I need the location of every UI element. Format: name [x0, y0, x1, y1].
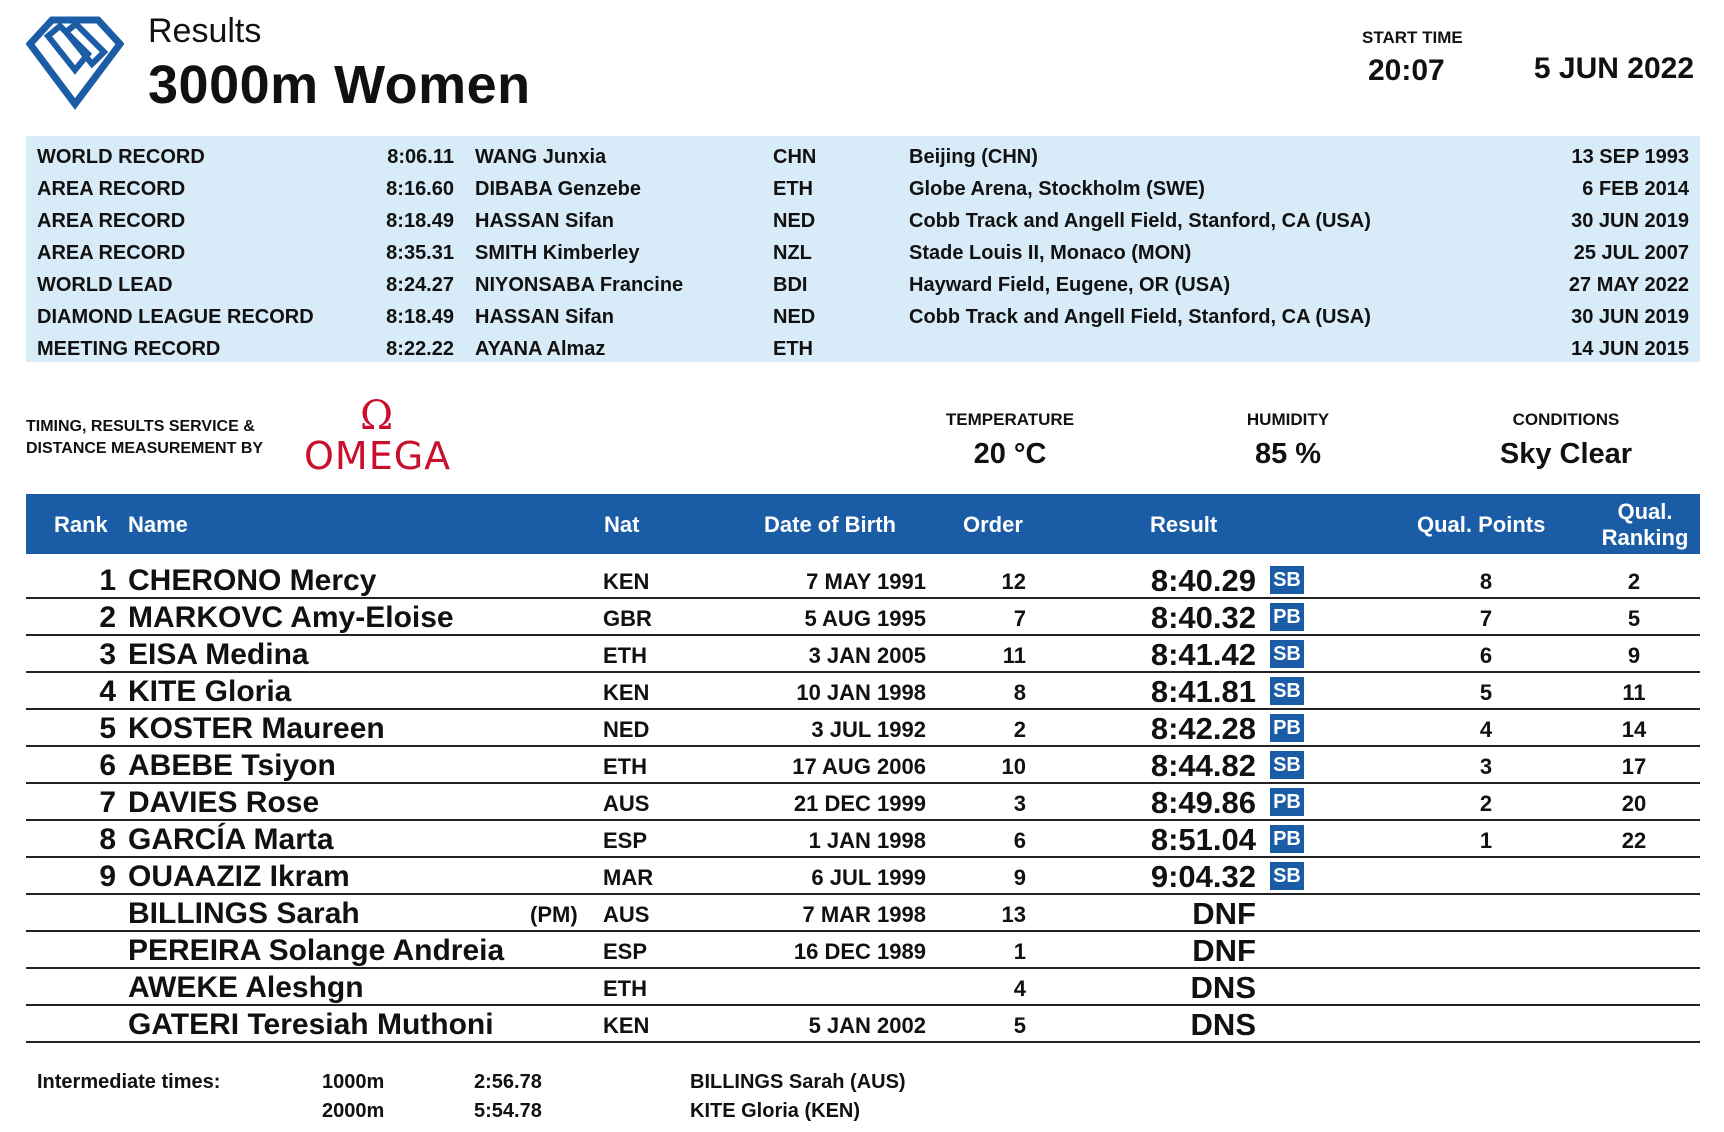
record-badge: SB — [1270, 677, 1304, 705]
record-venue: Beijing (CHN) — [909, 146, 1038, 168]
result-time: 8:41.42 — [1150, 637, 1256, 672]
table-row — [26, 858, 1700, 895]
athlete-dob: 7 MAR 1998 — [802, 902, 926, 927]
record-time: 8:24.27 — [386, 274, 454, 296]
record-venue: Globe Arena, Stockholm (SWE) — [909, 178, 1205, 200]
athlete-name: PEREIRA Solange Andreia — [128, 934, 505, 967]
intermediate-row — [26, 1100, 1700, 1129]
record-time: 8:22.22 — [386, 338, 454, 360]
temperature-block — [940, 410, 1080, 471]
record-venue: Hayward Field, Eugene, OR (USA) — [909, 274, 1231, 296]
record-holder: NIYONSABA Francine — [475, 274, 684, 296]
athlete-name: CHERONO Mercy — [128, 564, 377, 597]
athlete-nat: KEN — [603, 569, 650, 594]
qual-ranking: 20 — [1621, 791, 1647, 816]
intermediate-row — [26, 1071, 1700, 1100]
start-order: 4 — [1013, 976, 1026, 1001]
athlete-name: AWEKE Aleshgn — [128, 971, 364, 1004]
split-distance: 2000m — [322, 1100, 385, 1122]
record-holder: AYANA Almaz — [475, 338, 606, 360]
start-order: 7 — [1013, 606, 1026, 631]
conditions-value: Sky Clear — [1499, 438, 1633, 470]
qual-ranking: 17 — [1621, 754, 1647, 779]
header-order: Order — [963, 512, 1023, 537]
header-rank: Rank — [54, 512, 108, 537]
record-date: 27 MAY 2022 — [1568, 274, 1689, 296]
record-nat: ETH — [773, 178, 813, 200]
record-type: WORLD LEAD — [37, 274, 173, 296]
diamond-league-logo-icon — [26, 14, 124, 110]
athlete-dob: 10 JAN 1998 — [796, 680, 926, 705]
humidity-block — [1218, 410, 1358, 471]
result-time: 8:40.32 — [1150, 600, 1256, 635]
start-time-label: START TIME — [1362, 28, 1463, 47]
record-type: MEETING RECORD — [37, 338, 221, 360]
record-nat: CHN — [773, 146, 817, 168]
athlete-nat: MAR — [603, 865, 654, 890]
athlete-nat: ESP — [603, 939, 648, 964]
athlete-nat: KEN — [603, 1013, 650, 1038]
event-date: 5 JUN 2022 — [1533, 52, 1694, 85]
athlete-dob: 6 JUL 1999 — [811, 865, 926, 890]
athlete-dob: 3 JAN 2005 — [808, 643, 926, 668]
start-order: 12 — [1001, 569, 1026, 594]
athlete-dob: 16 DEC 1989 — [793, 939, 926, 964]
result-rank: 6 — [99, 749, 116, 782]
record-type: WORLD RECORD — [37, 146, 205, 168]
table-row — [26, 747, 1700, 784]
record-row — [26, 206, 1700, 238]
qual-points: 4 — [1479, 717, 1493, 742]
record-date: 25 JUL 2007 — [1573, 242, 1689, 264]
record-badge: PB — [1270, 714, 1304, 742]
athlete-name: EISA Medina — [128, 638, 309, 671]
record-badge: PB — [1270, 788, 1304, 816]
qual-points: 8 — [1479, 569, 1493, 594]
result-time: 9:04.32 — [1150, 859, 1256, 894]
record-type: AREA RECORD — [37, 242, 186, 264]
record-time: 8:18.49 — [386, 210, 454, 232]
record-nat: ETH — [773, 338, 813, 360]
record-time: 8:35.31 — [386, 242, 454, 264]
athlete-dob: 3 JUL 1992 — [811, 717, 926, 742]
qual-points: 2 — [1479, 791, 1493, 816]
record-type: AREA RECORD — [37, 178, 186, 200]
record-time: 8:18.49 — [386, 306, 454, 328]
record-holder: SMITH Kimberley — [475, 242, 640, 264]
record-nat: BDI — [773, 274, 808, 296]
header-name: Name — [128, 512, 188, 537]
qual-ranking: 2 — [1627, 569, 1641, 594]
qual-ranking: 11 — [1622, 680, 1646, 705]
table-row — [26, 673, 1700, 710]
humidity-value: 85 % — [1254, 438, 1322, 470]
record-badge: PB — [1270, 825, 1304, 853]
qual-points: 3 — [1479, 754, 1493, 779]
athlete-dob: 5 JAN 2002 — [808, 1013, 926, 1038]
record-venue: Cobb Track and Angell Field, Stanford, CA (USA) — [909, 210, 1371, 232]
omega-wordmark: OMEGA — [304, 434, 452, 478]
split-distance: 1000m — [322, 1071, 385, 1093]
split-leader: BILLINGS Sarah (AUS) — [690, 1071, 906, 1093]
intermediate-times — [26, 1071, 1700, 1129]
header-qual-points: Qual. Points — [1417, 512, 1546, 537]
record-row — [26, 334, 1700, 366]
record-time: 8:16.60 — [386, 178, 454, 200]
event-title: 3000m Women — [148, 55, 531, 115]
qual-points: 5 — [1479, 680, 1493, 705]
result-time: 8:41.81 — [1150, 674, 1256, 709]
athlete-nat: NED — [603, 717, 650, 742]
athlete-name: KITE Gloria — [128, 675, 292, 708]
record-venue: Cobb Track and Angell Field, Stanford, CA (USA) — [909, 306, 1371, 328]
athlete-dob: 17 AUG 2006 — [792, 754, 926, 779]
start-order: 13 — [1001, 902, 1026, 927]
record-date: 14 JUN 2015 — [1571, 338, 1689, 360]
athlete-nat: GBR — [603, 606, 652, 631]
athlete-name: KOSTER Maureen — [128, 712, 385, 745]
record-holder: HASSAN Sifan — [475, 210, 614, 232]
intermediate-label: Intermediate times: — [37, 1071, 221, 1093]
athlete-name: MARKOVC Amy-Eloise — [128, 601, 454, 634]
athlete-name: GARCÍA Marta — [128, 823, 334, 856]
result-time: 8:49.86 — [1150, 785, 1256, 820]
result-time: 8:40.29 — [1150, 563, 1256, 598]
athlete-name: OUAAZIZ Ikram — [128, 860, 350, 893]
record-badge: SB — [1270, 862, 1304, 890]
start-order: 9 — [1013, 865, 1026, 890]
qual-ranking: 5 — [1627, 606, 1641, 631]
result-rank: 1 — [99, 564, 116, 597]
record-nat: NZL — [773, 242, 812, 264]
timing-label-line2: DISTANCE MEASUREMENT BY — [26, 440, 264, 457]
results-table-body — [26, 562, 1700, 1043]
athlete-name: BILLINGS Sarah — [128, 897, 360, 930]
record-holder: DIBABA Genzebe — [475, 178, 641, 200]
split-time: 2:56.78 — [474, 1071, 542, 1093]
athlete-name: DAVIES Rose — [128, 786, 320, 819]
qual-points: 6 — [1479, 643, 1493, 668]
athlete-dob: 1 JAN 1998 — [808, 828, 926, 853]
table-row — [26, 562, 1700, 599]
header-date-of-birth: Date of Birth — [764, 512, 896, 537]
start-order: 1 — [1013, 939, 1026, 964]
result-rank: 5 — [99, 712, 116, 745]
record-row — [26, 174, 1700, 206]
athlete-nat: ETH — [603, 754, 647, 779]
record-time: 8:06.11 — [387, 146, 454, 168]
athlete-name: GATERI Teresiah Muthoni — [128, 1008, 494, 1041]
start-order: 8 — [1013, 680, 1026, 705]
result-time: DNS — [1190, 970, 1256, 1005]
table-row — [26, 821, 1700, 858]
result-rank: 7 — [99, 786, 116, 819]
qual-ranking: 22 — [1621, 828, 1647, 853]
records-panel — [26, 136, 1700, 362]
split-leader: KITE Gloria (KEN) — [690, 1100, 861, 1122]
omega-logo — [302, 393, 466, 478]
result-time: 8:42.28 — [1150, 711, 1256, 746]
record-badge: PB — [1270, 603, 1304, 631]
header-qual-ranking-line1: Qual. — [1617, 499, 1673, 524]
athlete-dob: 7 MAY 1991 — [806, 569, 926, 594]
record-badge: SB — [1270, 640, 1304, 668]
table-row — [26, 1006, 1700, 1043]
record-type: AREA RECORD — [37, 210, 186, 232]
table-row — [26, 599, 1700, 636]
record-badge: SB — [1270, 566, 1304, 594]
header-result: Result — [1150, 512, 1218, 537]
table-row — [26, 932, 1700, 969]
record-date: 13 SEP 1993 — [1571, 146, 1689, 168]
start-order: 5 — [1013, 1013, 1026, 1038]
temperature-label: TEMPERATURE — [945, 410, 1075, 429]
athlete-nat: AUS — [603, 791, 650, 816]
omega-symbol-icon: Ω — [360, 393, 394, 439]
table-row — [26, 969, 1700, 1006]
record-holder: HASSAN Sifan — [475, 306, 614, 328]
athlete-nat: ETH — [603, 976, 647, 1001]
header-qual-ranking-line2: Ranking — [1601, 525, 1689, 550]
table-row — [26, 710, 1700, 747]
start-order: 11 — [1002, 643, 1026, 668]
result-time: 8:51.04 — [1150, 822, 1256, 857]
qual-points: 1 — [1479, 828, 1493, 853]
split-time: 5:54.78 — [474, 1100, 542, 1122]
start-order: 10 — [1001, 754, 1026, 779]
record-nat: NED — [773, 306, 816, 328]
qual-ranking: 9 — [1627, 643, 1641, 668]
conditions-label: CONDITIONS — [1512, 410, 1620, 429]
record-row — [26, 238, 1700, 270]
results-subtitle: Results — [148, 12, 262, 50]
result-time: 8:44.82 — [1150, 748, 1256, 783]
result-rank: 8 — [99, 823, 116, 856]
result-rank: 3 — [99, 638, 116, 671]
result-rank: 9 — [99, 860, 116, 893]
table-row — [26, 784, 1700, 821]
athlete-nat: AUS — [603, 902, 650, 927]
start-order: 3 — [1013, 791, 1026, 816]
result-time: DNF — [1192, 896, 1256, 931]
record-row — [26, 270, 1700, 302]
result-rank: 4 — [99, 675, 116, 708]
athlete-dob: 5 AUG 1995 — [804, 606, 926, 631]
qual-points: 7 — [1479, 606, 1493, 631]
start-order: 6 — [1013, 828, 1026, 853]
timing-label-line1: TIMING, RESULTS SERVICE & — [26, 418, 255, 435]
athlete-nat: ESP — [603, 828, 648, 853]
athlete-name: ABEBE Tsiyon — [128, 749, 336, 782]
record-date: 30 JUN 2019 — [1571, 306, 1689, 328]
qual-ranking: 14 — [1621, 717, 1647, 742]
athlete-dob: 21 DEC 1999 — [793, 791, 926, 816]
record-row — [26, 142, 1700, 174]
header-qual-ranking — [1590, 499, 1700, 551]
humidity-label: HUMIDITY — [1246, 410, 1330, 429]
record-type: DIAMOND LEAGUE RECORD — [37, 306, 314, 328]
table-row — [26, 636, 1700, 673]
record-date: 6 FEB 2014 — [1582, 178, 1689, 200]
athlete-nat: ETH — [603, 643, 647, 668]
record-date: 30 JUN 2019 — [1571, 210, 1689, 232]
start-time: 20:07 — [1368, 54, 1445, 87]
conditions-block — [1476, 410, 1656, 471]
athlete-nat: KEN — [603, 680, 650, 705]
table-row — [26, 895, 1700, 932]
header-nat: Nat — [604, 512, 640, 537]
result-time: DNF — [1192, 933, 1256, 968]
pacemaker-tag: (PM) — [530, 902, 578, 927]
record-holder: WANG Junxia — [475, 146, 607, 168]
result-time: DNS — [1190, 1007, 1256, 1042]
record-nat: NED — [773, 210, 816, 232]
record-badge: SB — [1270, 751, 1304, 779]
temperature-value: 20 °C — [973, 438, 1047, 470]
start-order: 2 — [1013, 717, 1026, 742]
result-rank: 2 — [99, 601, 116, 634]
timing-label — [26, 416, 263, 460]
results-table-header — [26, 494, 1700, 554]
record-venue: Stade Louis II, Monaco (MON) — [909, 242, 1192, 264]
record-row — [26, 302, 1700, 334]
